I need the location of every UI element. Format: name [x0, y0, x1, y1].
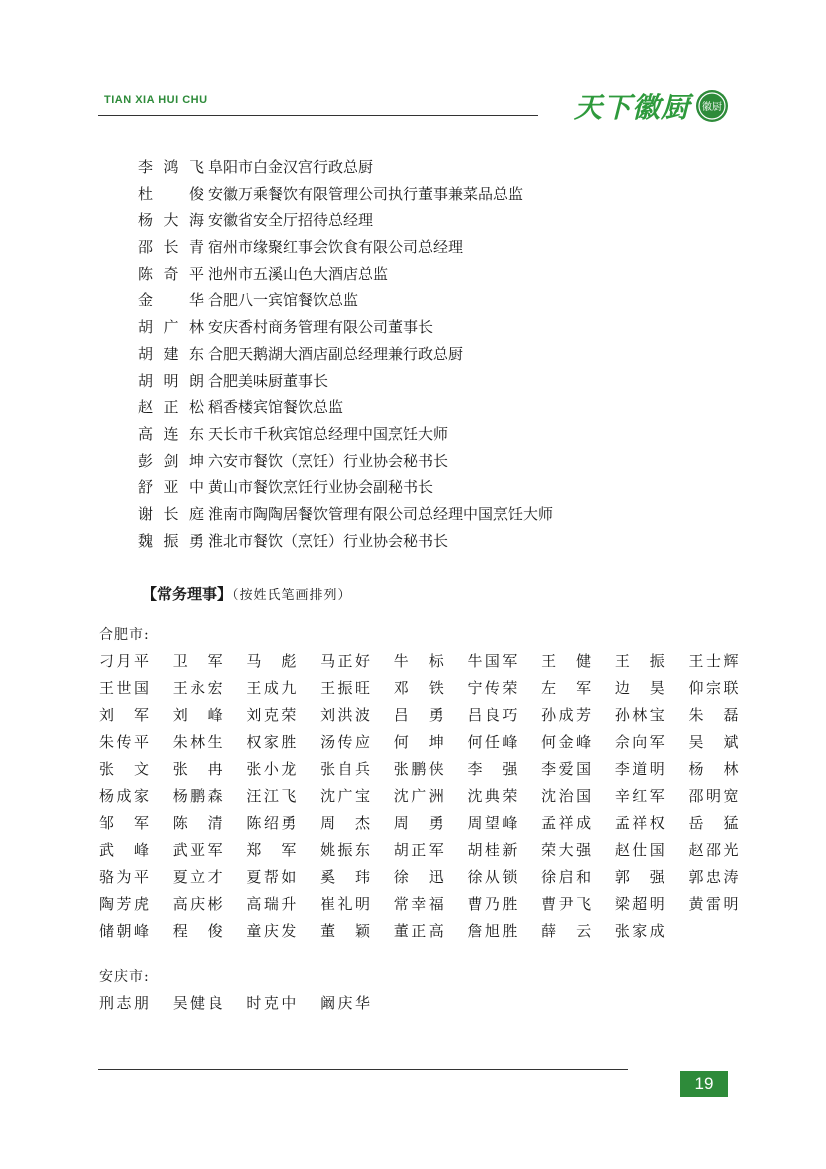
member-name: 牛国军	[467, 652, 518, 670]
member-name: 卫军	[172, 652, 223, 670]
director-title: 淮北市餐饮（烹饪）行业协会秘书长	[208, 531, 449, 550]
member-name: 何金峰	[541, 733, 592, 751]
director-row	[138, 421, 738, 448]
member-name: 徐迅	[393, 868, 444, 886]
director-title: 黄山市餐饮烹饪行业协会副秘书长	[208, 478, 434, 497]
member-name: 仰宗联	[688, 679, 739, 697]
director-row	[138, 314, 738, 341]
member-name: 孙成芳	[541, 706, 592, 724]
member-name: 左军	[541, 679, 592, 697]
member-name: 张小龙	[246, 760, 297, 778]
member-name: 赵邵光	[688, 841, 739, 859]
member-name: 薛云	[541, 922, 592, 940]
director-row	[138, 261, 738, 288]
name-row	[99, 918, 739, 945]
member-name: 王成九	[246, 679, 297, 697]
director-title: 合肥天鹅湖大酒店副总经理兼行政总厨	[208, 344, 464, 363]
member-name: 郭强	[614, 868, 665, 886]
director-name: 胡明朗	[138, 371, 204, 390]
member-name: 程俊	[172, 922, 223, 940]
name-row	[99, 675, 739, 702]
member-name: 刘洪波	[320, 706, 371, 724]
member-name: 边昊	[614, 679, 665, 697]
member-name: 张文	[99, 760, 149, 778]
member-name: 张冉	[172, 760, 223, 778]
director-name: 胡广林	[138, 318, 204, 337]
director-name: 杨大海	[138, 211, 204, 230]
section-title	[142, 583, 352, 604]
name-row	[99, 729, 739, 756]
footer-rule	[98, 1069, 628, 1070]
director-title: 淮南市陶陶居餐饮管理有限公司总经理中国烹饪大师	[208, 504, 554, 523]
member-name: 沈典荣	[467, 787, 518, 805]
director-title: 稻香楼宾馆餐饮总监	[208, 398, 344, 417]
member-name: 汪江飞	[246, 787, 297, 805]
member-name: 骆为平	[99, 868, 149, 886]
member-name: 孟祥权	[614, 814, 665, 832]
member-name: 佘向军	[614, 733, 665, 751]
member-name: 朱传平	[99, 733, 149, 751]
member-name: 何坤	[393, 733, 444, 751]
name-row	[99, 756, 739, 783]
name-row	[99, 783, 739, 810]
director-row	[138, 154, 738, 181]
member-name: 权家胜	[246, 733, 297, 751]
member-name: 王振旺	[320, 679, 371, 697]
member-name: 周杰	[320, 814, 371, 832]
member-name: 徐启和	[541, 868, 592, 886]
member-name: 王健	[541, 652, 592, 670]
director-title: 阜阳市白金汉宫行政总厨	[208, 158, 374, 176]
name-row	[99, 837, 739, 864]
director-row	[138, 368, 738, 395]
name-row	[99, 648, 739, 675]
director-name: 赵正松	[138, 398, 204, 417]
member-name: 武峰	[99, 841, 149, 859]
director-row	[138, 448, 738, 475]
city-label-anqing: 安庆市:	[99, 969, 150, 985]
header-text: TIAN XIA HUI CHU	[104, 94, 208, 106]
member-name: 杨鹏森	[172, 787, 223, 805]
page-number: 19	[680, 1071, 728, 1097]
member-name: 夏立才	[172, 868, 223, 886]
director-row	[138, 234, 738, 261]
member-name: 沈治国	[541, 787, 592, 805]
member-name: 董颖	[320, 922, 371, 940]
member-name: 孙林宝	[614, 706, 665, 724]
member-name: 朱磊	[688, 706, 739, 724]
member-name: 沈广洲	[393, 787, 444, 805]
name-grid-hefei	[99, 648, 739, 945]
director-row	[138, 341, 738, 368]
member-name: 孟祥成	[541, 814, 592, 832]
city-label-hefei: 合肥市:	[99, 627, 150, 643]
member-name: 王世国	[99, 679, 149, 697]
member-name: 李爱国	[541, 760, 592, 778]
header-rule	[98, 115, 538, 116]
member-name: 阚庆华	[320, 994, 371, 1012]
director-title: 宿州市缘聚红事会饮食有限公司总经理	[208, 238, 464, 257]
member-name: 李强	[467, 760, 518, 778]
member-name: 奚玮	[320, 868, 371, 886]
director-title: 安徽万乘餐饮有限管理公司执行董事兼菜品总监	[208, 184, 524, 203]
brand-logo-text: 天下徽厨	[574, 91, 691, 124]
member-name: 宁传荣	[467, 679, 518, 697]
member-name: 夏帮如	[246, 868, 297, 886]
member-name: 朱林生	[172, 733, 223, 751]
director-row	[138, 501, 738, 528]
director-name: 魏振勇	[138, 531, 204, 550]
member-name: 梁超明	[614, 895, 665, 913]
member-name: 荣大强	[541, 841, 592, 859]
director-row	[138, 207, 738, 234]
member-name: 何任峰	[467, 733, 518, 751]
section-title-note: （按姓氏笔画排列）	[232, 588, 352, 603]
member-name: 詹旭胜	[467, 922, 518, 940]
member-name: 牛标	[393, 652, 444, 670]
member-name: 刘峰	[172, 706, 223, 724]
director-row	[138, 474, 738, 501]
member-name: 曹乃胜	[467, 895, 518, 913]
member-name: 张自兵	[320, 760, 371, 778]
member-name: 胡正军	[393, 841, 444, 859]
director-title: 六安市餐饮（烹饪）行业协会秘书长	[208, 451, 449, 470]
member-name: 陶芳虎	[99, 895, 149, 913]
member-name: 马正好	[320, 652, 371, 670]
member-name: 杨林	[688, 760, 739, 778]
member-name: 曹尹飞	[541, 895, 592, 913]
member-name: 郭忠涛	[688, 868, 739, 886]
member-name: 张家成	[614, 922, 665, 940]
member-name: 刘克荣	[246, 706, 297, 724]
member-name: 王振	[614, 652, 665, 670]
director-name: 金华	[138, 291, 204, 310]
member-name: 储朝峰	[99, 922, 149, 940]
member-name: 常幸福	[393, 895, 444, 913]
director-title: 安徽省安全厅招待总经理	[208, 211, 374, 230]
member-name: 吕良巧	[467, 706, 518, 724]
member-name: 武亚军	[172, 841, 223, 859]
member-name: 陈绍勇	[246, 814, 297, 832]
member-name: 黄雷明	[688, 895, 739, 913]
member-name: 郑军	[246, 841, 297, 859]
director-row	[138, 394, 738, 421]
member-name: 刑志朋	[99, 994, 149, 1012]
member-name: 姚振东	[320, 841, 371, 859]
member-name: 吕勇	[393, 706, 444, 724]
director-name: 杜俊	[138, 184, 204, 203]
director-name: 邵长青	[138, 238, 204, 257]
director-list	[138, 154, 738, 554]
member-name: 辛红军	[614, 787, 665, 805]
member-name: 赵仕国	[614, 841, 665, 859]
member-name: 陈清	[172, 814, 223, 832]
director-title: 天长市千秋宾馆总经理中国烹饪大师	[208, 424, 449, 443]
member-name: 高庆彬	[172, 895, 223, 913]
director-row	[138, 181, 738, 208]
section-title-main: 【常务理事】	[142, 585, 233, 603]
director-row	[138, 528, 738, 555]
director-title: 安庆香村商务管理有限公司董事长	[208, 318, 434, 337]
name-row	[99, 702, 739, 729]
name-grid-anqing	[99, 990, 739, 1017]
member-name: 胡桂新	[467, 841, 518, 859]
director-name: 李鸿飞	[138, 158, 204, 176]
name-row	[99, 891, 739, 918]
member-name: 童庆发	[246, 922, 297, 940]
member-name: 王永宏	[172, 679, 223, 697]
member-name: 王士辉	[688, 652, 739, 670]
member-name: 刁月平	[99, 652, 149, 670]
director-title: 池州市五溪山色大酒店总监	[208, 264, 389, 283]
member-name: 周望峰	[467, 814, 518, 832]
seal-logo-text: 徽厨	[702, 102, 722, 113]
member-name: 杨成家	[99, 787, 149, 805]
director-row	[138, 287, 738, 314]
member-name: 邵明宽	[688, 787, 739, 805]
member-name: 时克中	[246, 994, 297, 1012]
member-name: 高瑞升	[246, 895, 297, 913]
member-name: 刘军	[99, 706, 149, 724]
director-name: 谢长庭	[138, 504, 204, 523]
director-name: 胡建东	[138, 344, 204, 363]
member-name: 崔礼明	[320, 895, 371, 913]
name-row	[99, 810, 739, 837]
member-name: 董正高	[393, 922, 444, 940]
member-name: 张鹏侠	[393, 760, 444, 778]
director-name: 彭剑坤	[138, 451, 204, 470]
member-name: 徐从锁	[467, 868, 518, 886]
name-row	[99, 864, 739, 891]
member-name: 沈广宝	[320, 787, 371, 805]
seal-logo-icon	[696, 90, 728, 122]
director-name: 陈奇平	[138, 264, 204, 283]
member-name: 吴健良	[172, 994, 223, 1012]
member-name: 马彪	[246, 652, 297, 670]
member-name: 汤传应	[320, 733, 371, 751]
director-title: 合肥美味厨董事长	[208, 371, 329, 390]
member-name: 岳猛	[688, 814, 739, 832]
director-title: 合肥八一宾馆餐饮总监	[208, 291, 359, 310]
member-name: 邓铁	[393, 679, 444, 697]
member-name: 吴斌	[688, 733, 739, 751]
director-name: 高连东	[138, 424, 204, 443]
member-name: 李道明	[614, 760, 665, 778]
member-name: 邹军	[99, 814, 149, 832]
name-row	[99, 990, 739, 1017]
director-name: 舒亚中	[138, 478, 204, 497]
member-name: 周勇	[393, 814, 444, 832]
